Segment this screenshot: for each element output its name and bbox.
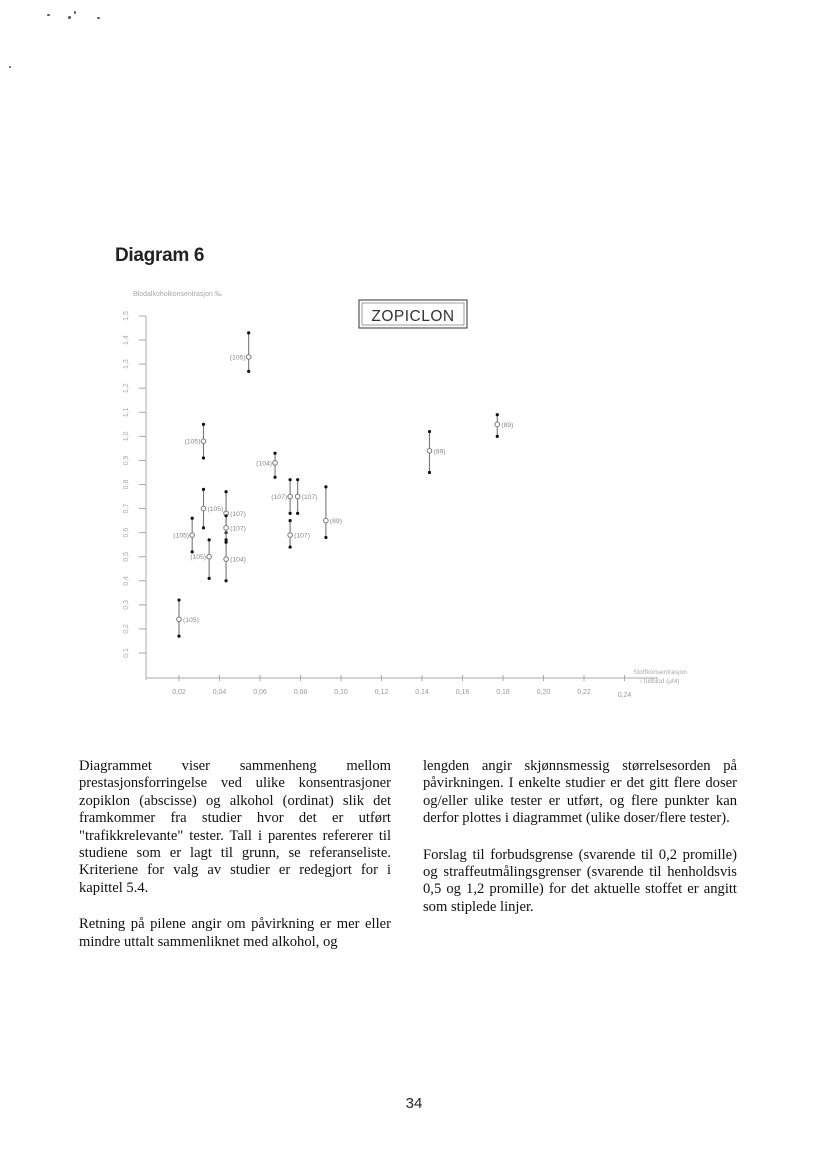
y-tick-label: 0,8 — [123, 479, 130, 490]
bar-end-marker — [177, 635, 180, 638]
study-label: (104) — [256, 460, 273, 468]
study-label: (104) — [230, 556, 246, 564]
data-point — [207, 554, 212, 559]
study-label: (105) — [207, 506, 224, 514]
y-tick-label: 0,6 — [123, 527, 130, 538]
data-point-group — [201, 488, 223, 530]
data-point-group — [256, 452, 277, 479]
chart-xlabel-line1: Stoffkonsentrasjon — [633, 669, 687, 676]
study-label: (107) — [301, 494, 318, 502]
bar-end-marker — [289, 478, 292, 481]
paragraph: lengden angir skjønnsmessig størrelsesorden på påvirkningen. I enkelte studier er det gitt flere doser og/eller ulike tester er utført, og flere punkter kan derfor plottes i diagrammet (ulike doser/flere tester). — [423, 758, 737, 827]
study-label: (107) — [294, 532, 310, 540]
chart-title: ZOPICLON — [371, 308, 455, 325]
x-tick-label: 0,24 — [617, 692, 632, 699]
x-tick-label: 0,16 — [455, 689, 470, 696]
y-tick-label: 1,5 — [123, 311, 130, 321]
y-tick-label: 1,1 — [123, 407, 130, 418]
data-point-group — [173, 517, 194, 554]
x-tick-label: 0,22 — [577, 689, 591, 696]
x-axis — [146, 675, 658, 699]
data-point-group — [288, 519, 310, 549]
data-point-group — [295, 478, 317, 515]
data-point-group — [224, 514, 246, 541]
text-column-right — [423, 758, 737, 935]
x-tick-label: 0,10 — [334, 689, 348, 696]
data-point-group — [224, 541, 246, 583]
page-number: 34 — [405, 1095, 423, 1112]
chart-xlabel-line2: i fullblod (µM) — [640, 678, 680, 685]
study-label: (105) — [173, 532, 190, 540]
bar-end-marker — [191, 550, 194, 553]
study-label: (105) — [184, 438, 201, 446]
y-axis — [123, 311, 146, 680]
data-point-group — [427, 430, 445, 474]
data-point-group — [190, 538, 211, 580]
x-tick-label: 0,04 — [212, 689, 227, 696]
bar-end-marker — [224, 490, 227, 493]
y-tick-label: 1,0 — [123, 431, 130, 442]
paragraph: Forslag til forbudsgrense (svarende til 0,2 promille) og straffeutmålingsgrenser (svarende til henholdsvis 0,5 og 1,2 promille) for det aktuelle stoffet er angitt som stiplede linjer. — [423, 846, 737, 915]
plot-area — [173, 331, 513, 638]
study-label: (105) — [190, 554, 207, 562]
data-point — [324, 518, 329, 523]
y-tick-label: 0,9 — [123, 455, 130, 466]
study-label: (89) — [501, 421, 514, 429]
data-point — [224, 557, 229, 562]
x-tick-label: 0,12 — [374, 689, 389, 696]
y-tick-label: 0,2 — [123, 624, 130, 634]
data-point — [288, 494, 293, 499]
bar-end-marker — [289, 519, 292, 522]
bar-end-marker — [296, 478, 299, 481]
bar-end-marker — [191, 517, 194, 520]
data-point — [288, 533, 293, 538]
y-tick-label: 0,7 — [123, 503, 130, 514]
bar-end-marker — [247, 331, 250, 334]
bar-end-marker — [324, 536, 327, 539]
chart-title-box — [359, 300, 467, 328]
bar-end-marker — [202, 456, 205, 459]
bar-end-marker — [202, 488, 205, 491]
y-tick-label: 0,3 — [123, 599, 130, 610]
bar-end-marker — [202, 423, 205, 426]
y-tick-label: 0,1 — [123, 648, 130, 658]
data-point — [224, 526, 229, 531]
chart-ylabel: Blodalkoholkonsentrasjon ‰ — [133, 291, 222, 298]
bar-end-marker — [273, 452, 276, 455]
data-point-group — [185, 423, 206, 460]
bar-end-marker — [296, 512, 299, 515]
bar-end-marker — [273, 476, 276, 479]
bar-end-marker — [208, 577, 211, 580]
bar-end-marker — [289, 512, 292, 515]
study-label: (107) — [271, 494, 288, 502]
bar-end-marker — [324, 485, 327, 488]
data-point — [201, 506, 206, 511]
bar-end-marker — [224, 514, 227, 517]
data-point — [246, 355, 251, 360]
study-label: (107) — [230, 510, 246, 518]
bar-end-marker — [289, 545, 292, 548]
data-point — [177, 617, 182, 622]
y-tick-label: 0,4 — [123, 575, 130, 586]
data-point-group — [230, 331, 251, 373]
paragraph: Diagrammet viser sammenheng mellom prestasjonsforringelse ved ulike konsentrasjoner zopiklon (abscisse) og alkohol (ordinat) slik det framkommer fra studier hvor det er utført "trafikkrelevante" tester. Tall i parentes refererer til studiene som er lagt til grunn, se referanseliste. Kriteriene for valg av studier er redegjort for i kapittel 5.4. — [79, 758, 391, 896]
y-tick-label: 1,4 — [123, 335, 130, 345]
study-label: (107) — [230, 525, 246, 533]
y-tick-label: 0,5 — [123, 551, 130, 562]
x-tick-label: 0,08 — [293, 689, 308, 696]
bar-end-marker — [177, 598, 180, 601]
x-tick-label: 0,02 — [172, 689, 186, 696]
study-label: (89) — [329, 518, 342, 526]
x-tick-label: 0,14 — [415, 689, 429, 696]
data-point-group — [177, 598, 199, 637]
diagram-title: Diagram 6 — [115, 245, 205, 266]
bar-end-marker — [224, 541, 227, 544]
data-point — [295, 494, 300, 499]
paragraph: Retning på pilene angir om påvirkning er mer eller mindre uttalt sammenliknet med alkohol, og — [79, 916, 391, 950]
x-tick-label: 0,20 — [536, 689, 551, 696]
data-point-group — [271, 478, 292, 515]
study-label: (89) — [433, 448, 446, 456]
data-point — [273, 461, 278, 466]
bar-end-marker — [428, 471, 431, 474]
x-tick-label: 0,06 — [253, 689, 267, 696]
bar-end-marker — [247, 370, 250, 373]
data-point — [201, 439, 206, 444]
bar-end-marker — [202, 526, 205, 529]
x-tick-label: 0,18 — [496, 689, 510, 696]
bar-end-marker — [208, 538, 211, 541]
bar-end-marker — [428, 430, 431, 433]
y-tick-label: 1,3 — [123, 359, 130, 370]
study-label: (105) — [183, 616, 199, 624]
text-column-left — [79, 758, 391, 970]
data-point-group — [495, 413, 513, 438]
data-point-group — [324, 485, 342, 539]
study-label: (105) — [229, 354, 246, 362]
bar-end-marker — [496, 435, 499, 438]
data-point — [495, 422, 500, 427]
data-point — [427, 449, 432, 454]
bar-end-marker — [224, 579, 227, 582]
bar-end-marker — [496, 413, 499, 416]
y-tick-label: 1,2 — [123, 383, 130, 394]
data-point — [190, 533, 195, 538]
